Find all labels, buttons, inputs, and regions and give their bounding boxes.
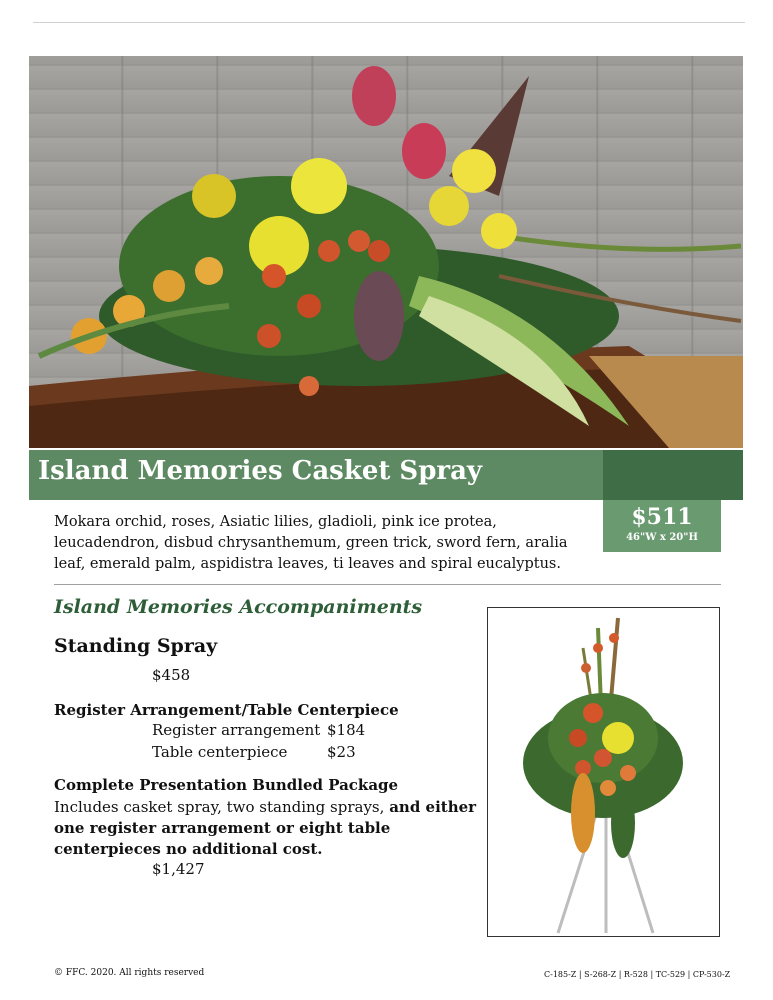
standing-spray-heading: Standing Spray (54, 635, 218, 657)
bundle-price: $1,427 (152, 860, 205, 878)
accompaniments-heading: Island Memories Accompaniments (54, 596, 423, 618)
bundle-text: Includes casket spray, two standing sprays, (54, 798, 385, 816)
price: $511 (631, 504, 693, 530)
footer-copyright: © FFC. 2020. All rights reserved (54, 968, 205, 978)
standing-spray-price: $458 (152, 666, 191, 684)
register-row (152, 721, 365, 739)
centerpiece-price: $23 (327, 743, 356, 761)
register-heading: Register Arrangement/Table Centerpiece (54, 701, 399, 719)
centerpiece-row (152, 743, 356, 761)
register-price: $184 (327, 721, 366, 739)
footer-codes: C-185-Z | S-268-Z | R-528 | TC-529 | CP-530-Z (544, 970, 731, 979)
price-badge (603, 500, 721, 552)
bundle-description (54, 797, 494, 860)
casket-spray-photo (29, 56, 743, 448)
page-title: Island Memories Casket Spray (38, 456, 483, 486)
register-label: Register arrangement (152, 721, 321, 739)
bundle-text-bold: and either one register arrangement or eight table centerpieces no additional cost. (54, 798, 477, 858)
standing-spray-photo (487, 607, 720, 937)
section-divider (54, 584, 721, 585)
centerpiece-label: Table centerpiece (152, 743, 288, 761)
bundle-heading: Complete Presentation Bundled Package (54, 776, 399, 794)
price-box-top (603, 450, 743, 500)
dimensions: 46"W x 20"H (626, 532, 698, 543)
top-divider (33, 22, 745, 23)
flower-description: Mokara orchid, roses, Asiatic lilies, gladioli, pink ice protea, leucadendron, disbud chrysanthemum, green trick, sword fern, aralia leaf, emerald palm, aspidistra leaves, ti leaves and spiral eucalyptus. (54, 514, 568, 572)
